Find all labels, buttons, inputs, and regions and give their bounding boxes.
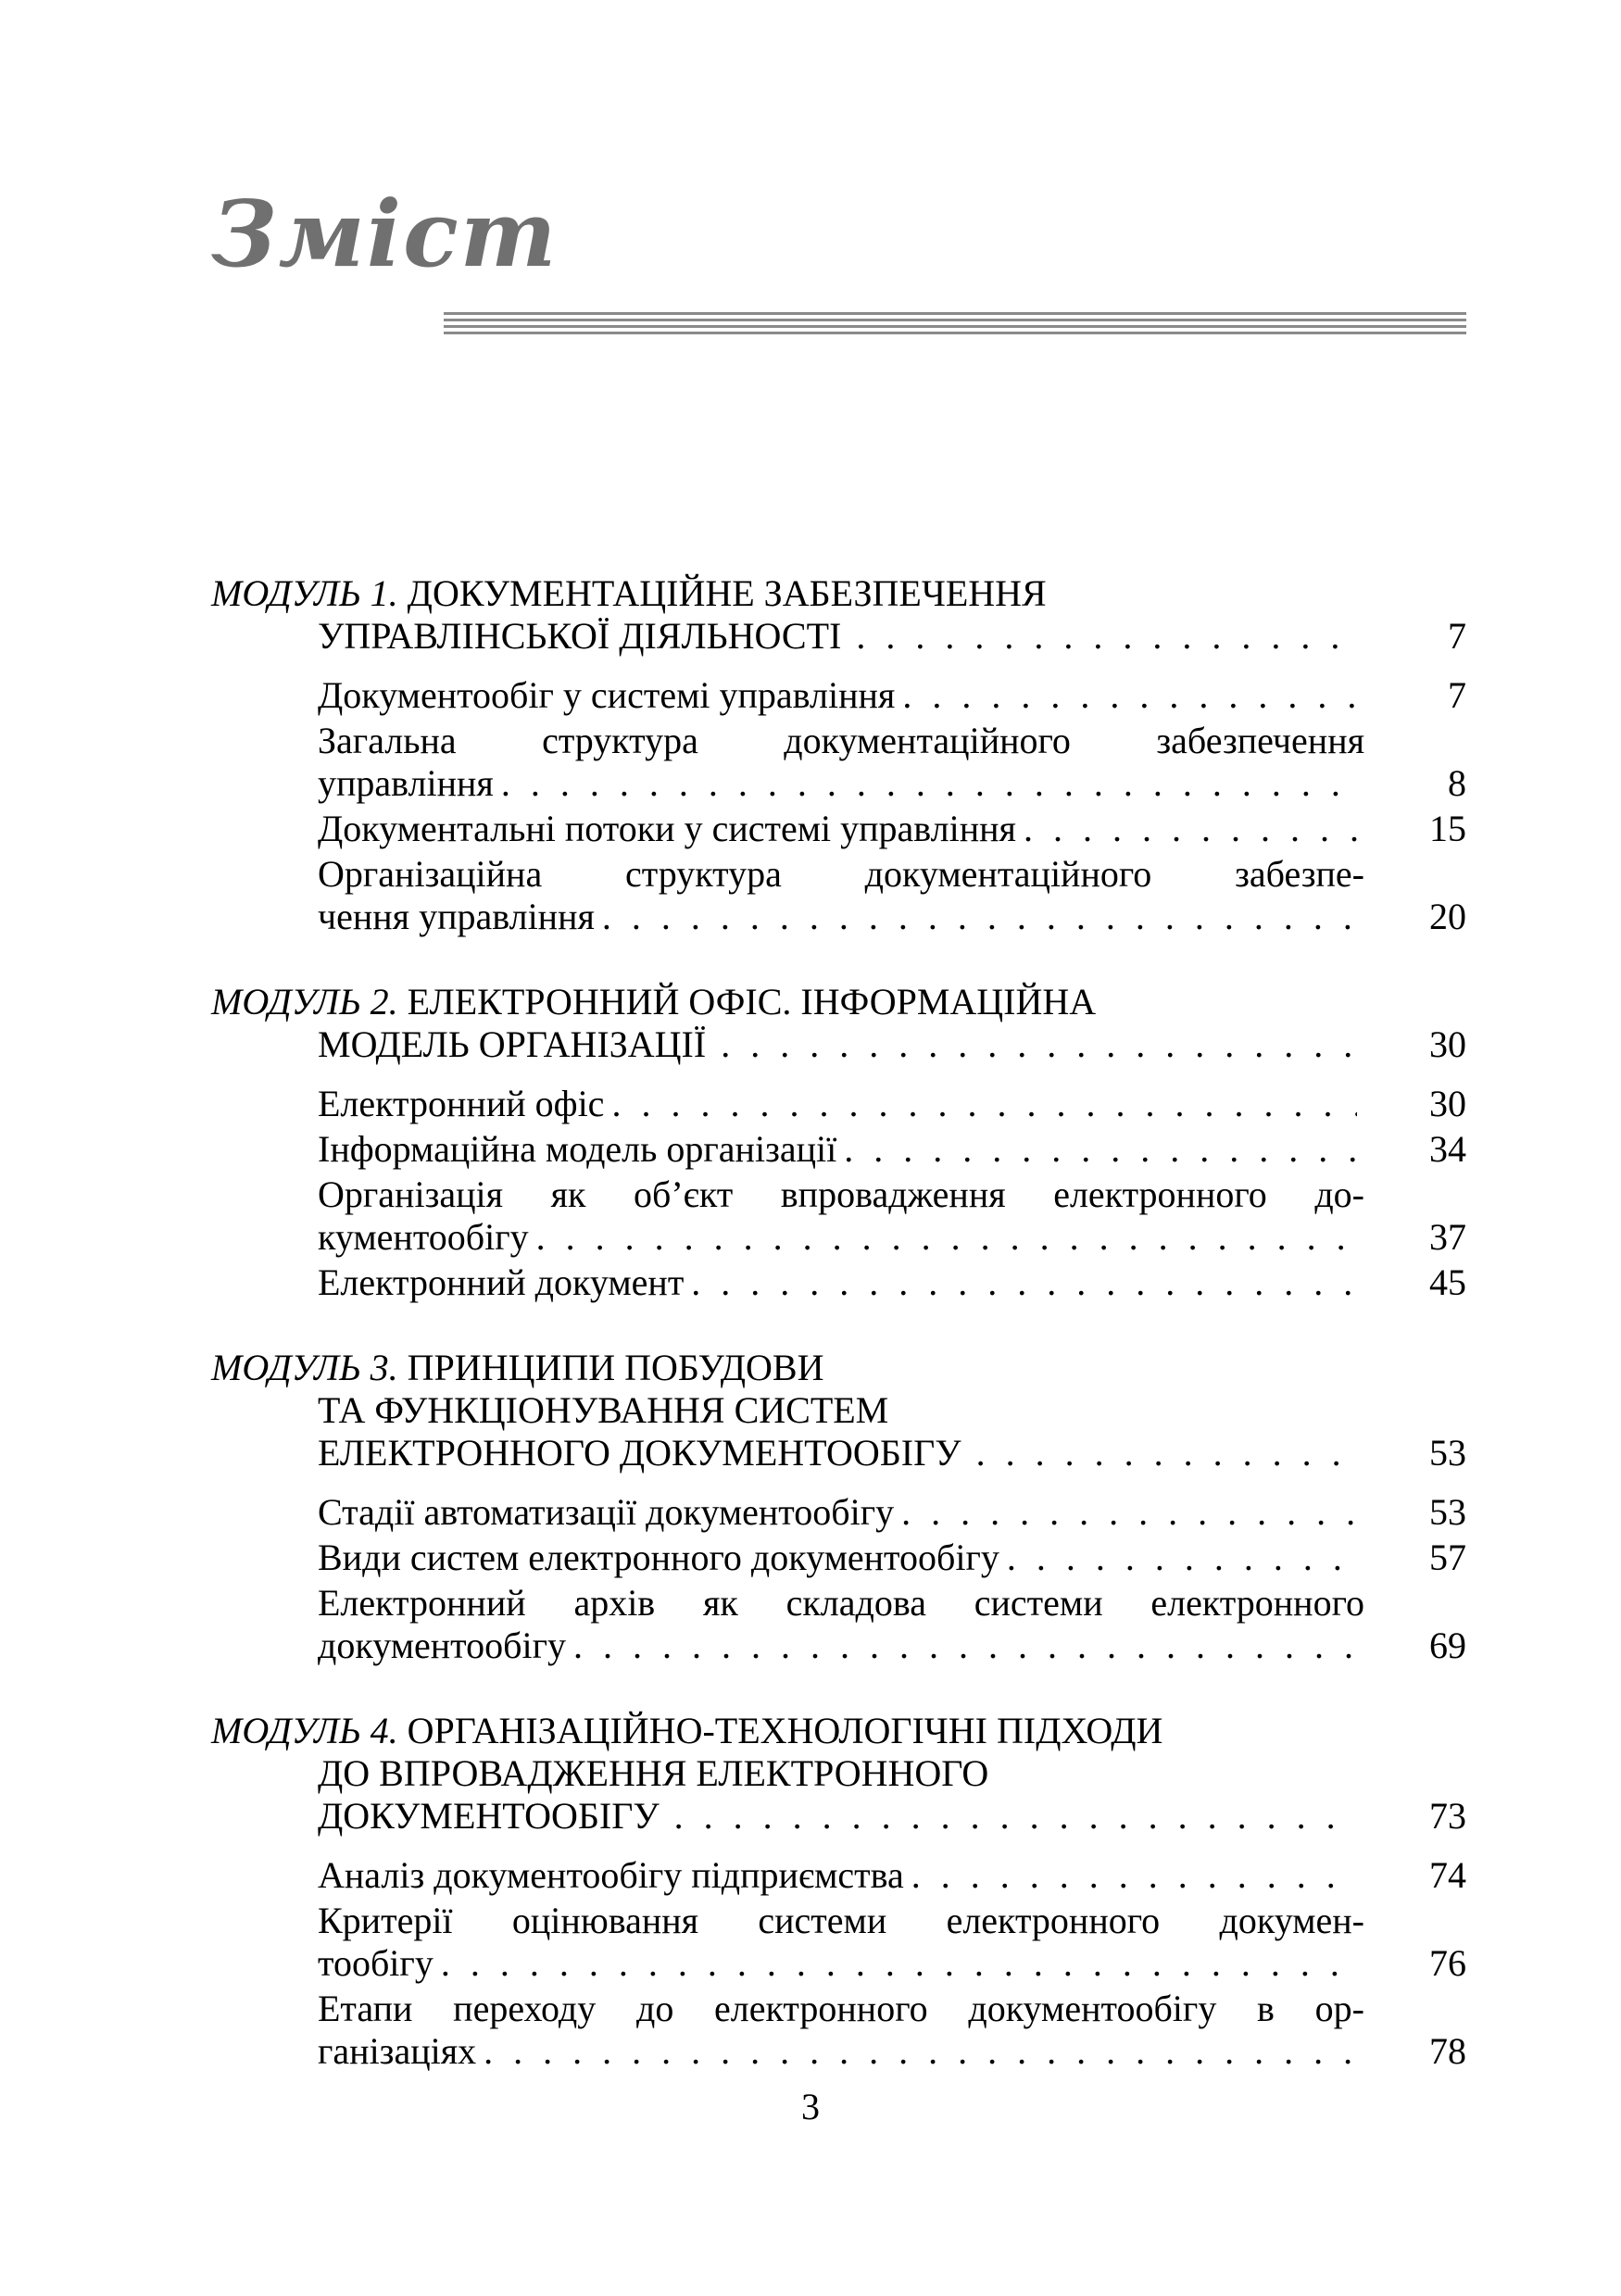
- page-title: Зміст: [211, 182, 559, 288]
- dot-leader: [721, 1023, 1357, 1066]
- page-ref: 45: [1429, 1261, 1466, 1303]
- page-ref: 7: [1448, 615, 1466, 657]
- page-ref: 7: [1448, 674, 1466, 716]
- toc-entry-text: управління: [318, 762, 494, 804]
- page-ref: 53: [1429, 1491, 1466, 1533]
- toc-module: [211, 572, 1466, 938]
- module-title-last: УПРАВЛІНСЬКОЇ ДІЯЛЬНОСТІ: [318, 615, 842, 657]
- page-ref: 8: [1448, 762, 1466, 804]
- toc-entry-text: чення управління: [318, 896, 595, 937]
- page-ref: 37: [1429, 1216, 1466, 1258]
- page-ref: 57: [1429, 1537, 1466, 1578]
- module-title-row[interactable]: [211, 1795, 1466, 1838]
- module-title-text: ДОКУМЕНТАЦІЙНЕ ЗАБЕЗПЕЧЕННЯ: [407, 572, 1047, 614]
- toc-entry-lead: Організаційна структура документаційного забезпе-: [318, 853, 1364, 895]
- page-number: 3: [801, 2086, 820, 2127]
- module-title-row[interactable]: [211, 1023, 1466, 1066]
- toc-entry-row[interactable]: [211, 808, 1466, 850]
- toc-entry-row[interactable]: [211, 762, 1466, 805]
- toc-entry-text: Документообіг у системі управління: [318, 674, 896, 716]
- dot-leader: [602, 896, 1357, 938]
- dot-leader: [976, 1432, 1357, 1474]
- module-title-text: ТА ФУНКЦІОНУВАННЯ СИСТЕМ: [318, 1389, 889, 1431]
- toc-entry: [211, 1128, 1466, 1171]
- toc-entry-lead: Етапи переходу до електронного документообігу в ор-: [318, 1988, 1364, 2029]
- dot-leader: [1024, 808, 1357, 850]
- toc-entry-text: Стадії автоматизації документообігу: [318, 1491, 895, 1533]
- module-title-last: ДОКУМЕНТООБІГУ: [318, 1795, 660, 1837]
- toc-module: [211, 1710, 1466, 2073]
- toc-entry: [211, 1173, 1466, 1259]
- page-ref: 74: [1429, 1854, 1466, 1896]
- page-ref: 76: [1429, 1942, 1466, 1984]
- module-title-text: ПРИНЦИПИ ПОБУДОВИ: [407, 1347, 824, 1388]
- toc-entries: [211, 1491, 1466, 1667]
- toc-entries: [211, 674, 1466, 938]
- toc-entry-row[interactable]: [211, 2030, 1466, 2073]
- dot-leader: [441, 1942, 1357, 1985]
- toc-entry: [211, 1083, 1466, 1125]
- table-of-contents: [211, 572, 1466, 2073]
- toc-entry: [211, 1854, 1466, 1897]
- toc-entry-text: Електронний офіс: [318, 1083, 605, 1124]
- toc-entry: [211, 720, 1466, 805]
- toc-entry: [211, 1537, 1466, 1579]
- toc-entry-text: тообігу: [318, 1942, 434, 1984]
- page-ref: 20: [1429, 896, 1466, 937]
- dot-leader: [536, 1216, 1357, 1259]
- module-title-text: ДО ВПРОВАДЖЕННЯ ЕЛЕКТРОННОГО: [318, 1752, 989, 1794]
- toc-entry: [211, 1491, 1466, 1534]
- toc-entry-lead: Електронний архів як складова системи електронного: [318, 1582, 1364, 1624]
- module-title-text: ОРГАНІЗАЦІЙНО-ТЕХНОЛОГІЧНІ ПІДХОДИ: [407, 1710, 1163, 1751]
- module-title-line: [211, 1752, 1466, 1795]
- toc-entry: [211, 1582, 1466, 1667]
- toc-entry-row[interactable]: [211, 1083, 1466, 1125]
- toc-entry-text: Аналіз документообігу підприємства: [318, 1854, 904, 1896]
- module-title-line: [211, 1347, 1466, 1389]
- page-ref: 78: [1429, 2030, 1466, 2072]
- module-title-line: [211, 1710, 1466, 1752]
- page-ref: 30: [1429, 1023, 1466, 1065]
- page-ref: 15: [1429, 808, 1466, 849]
- module-title-row[interactable]: [211, 615, 1466, 658]
- dot-leader: [902, 674, 1357, 717]
- toc-entry-text: Електронний документ: [318, 1261, 685, 1303]
- toc-entry-lead: Організація як об’єкт впровадження електронного до-: [318, 1173, 1364, 1215]
- toc-entry-text: Види систем електронного документообігу: [318, 1537, 999, 1578]
- title-rule-line: [444, 312, 1466, 315]
- toc-entry-lead: Критерії оцінювання системи електронного докумен-: [318, 1900, 1364, 1941]
- dot-leader: [674, 1795, 1357, 1838]
- toc-entry: [211, 853, 1466, 938]
- dot-leader: [901, 1491, 1357, 1534]
- title-rule-line: [444, 319, 1466, 321]
- page-ref: 73: [1429, 1795, 1466, 1837]
- module-title-text: ЕЛЕКТРОННИЙ ОФІС. ІНФОРМАЦІЙНА: [407, 981, 1097, 1023]
- toc-entry-text: кументообігу: [318, 1216, 529, 1258]
- module-prefix: МОДУЛЬ 1.: [211, 572, 398, 614]
- toc-entry-row[interactable]: [211, 1625, 1466, 1667]
- module-title-row[interactable]: [211, 1432, 1466, 1474]
- dot-leader: [611, 1083, 1357, 1125]
- dot-leader: [844, 1128, 1357, 1171]
- page-ref: 53: [1429, 1432, 1466, 1474]
- toc-entry-row[interactable]: [211, 1216, 1466, 1259]
- module-title-last: МОДЕЛЬ ОРГАНІЗАЦІЇ: [318, 1023, 707, 1065]
- toc-entry: [211, 1261, 1466, 1304]
- page-ref: 34: [1429, 1128, 1466, 1170]
- toc-entry-row[interactable]: [211, 896, 1466, 938]
- title-rule-line: [444, 325, 1466, 328]
- module-prefix: МОДУЛЬ 4.: [211, 1710, 398, 1751]
- toc-entry-row[interactable]: [211, 1491, 1466, 1534]
- toc-entry: [211, 674, 1466, 717]
- toc-entry-text: документообігу: [318, 1625, 566, 1666]
- dot-leader: [691, 1261, 1357, 1304]
- module-prefix: МОДУЛЬ 2.: [211, 981, 398, 1023]
- page-ref: 69: [1429, 1625, 1466, 1666]
- module-title-last: ЕЛЕКТРОННОГО ДОКУМЕНТООБІГУ: [318, 1432, 961, 1474]
- module-title-line: [211, 1389, 1466, 1432]
- page-ref: 30: [1429, 1083, 1466, 1124]
- toc-entry-text: ганізаціях: [318, 2030, 477, 2072]
- toc-entries: [211, 1854, 1466, 2073]
- dot-leader: [1007, 1537, 1357, 1579]
- dot-leader: [501, 762, 1357, 805]
- toc-entry-lead: Загальна структура документаційного забезпечення: [318, 720, 1364, 761]
- dot-leader: [573, 1625, 1357, 1667]
- dot-leader: [856, 615, 1357, 658]
- title-rule-line: [444, 332, 1466, 334]
- toc-entry-row[interactable]: [211, 1261, 1466, 1304]
- toc-entry-row[interactable]: [211, 1942, 1466, 1985]
- dot-leader: [911, 1854, 1357, 1897]
- toc-entry-text: Інформаційна модель організації: [318, 1128, 837, 1170]
- toc-entry: [211, 1900, 1466, 1985]
- toc-entry-row[interactable]: [211, 1854, 1466, 1897]
- toc-entry-row[interactable]: [211, 674, 1466, 717]
- toc-entry-text: Документальні потоки у системі управління: [318, 808, 1016, 849]
- dot-leader: [484, 2030, 1357, 2073]
- toc-module: [211, 981, 1466, 1304]
- toc-module: [211, 1347, 1466, 1667]
- toc-entry: [211, 1988, 1466, 2073]
- toc-entry-row[interactable]: [211, 1537, 1466, 1579]
- toc-entry-row[interactable]: [211, 1128, 1466, 1171]
- module-title-line: [211, 981, 1466, 1023]
- module-prefix: МОДУЛЬ 3.: [211, 1347, 398, 1388]
- toc-entries: [211, 1083, 1466, 1304]
- toc-entry: [211, 808, 1466, 850]
- module-title-line: [211, 572, 1466, 615]
